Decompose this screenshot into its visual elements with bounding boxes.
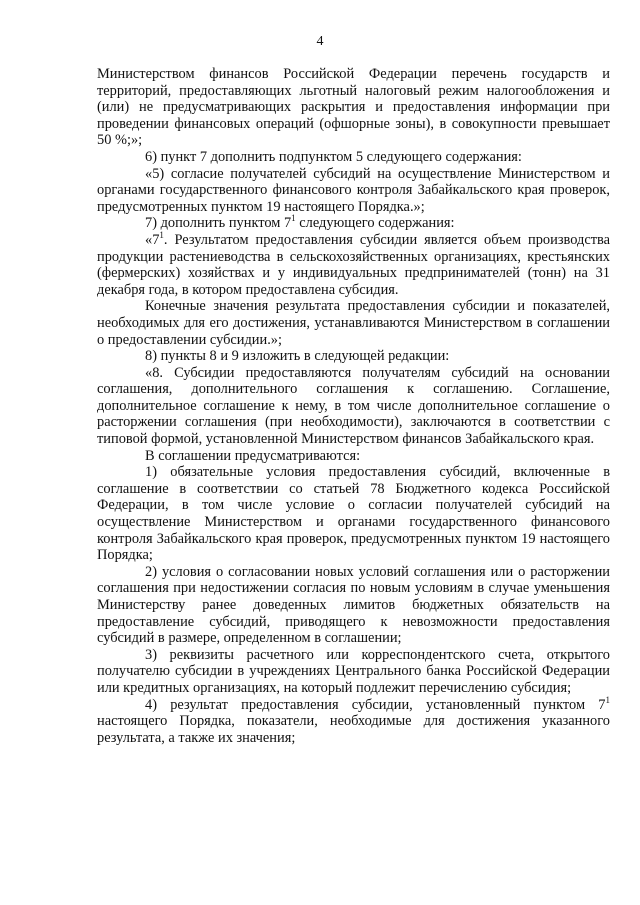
paragraph-final-values: Конечные значения результата предоставления субсидии и показателей, необходимых для его достижения, устанавливаются Министерством в соглашении о предоставлении субсидии.»;: [97, 298, 610, 348]
list-item-1: 1) обязательные условия предоставления субсидий, включенные в соглашение в соответствии со статьей 78 Бюджетного кодекса Российской Федерации, в том числе условие о согласии получателей субсидий на осуществление Министерством и органами государственного финансового контроля Забайкальского края проверок, предусмотренных пунктом 19 настоящего Порядка;: [97, 464, 610, 564]
paragraph-text: 7) дополнить пунктом 7: [145, 215, 292, 232]
superscript: 1: [291, 213, 296, 224]
paragraph-text: . Результатом предоставления субсидии является объем производства продукции растениеводства в сельскохозяйственных организациях, крестьянских (фермерских) хозяйствах и у индивидуальных предпринимателей (тонн) на 31 декабря года, в котором предоставлена субсидия.: [97, 231, 610, 298]
paragraph-amendment-8: 8) пункты 8 и 9 изложить в следующей редакции:: [145, 348, 450, 365]
paragraph-amendment-6: 6) пункт 7 дополнить подпунктом 5 следующего содержания:: [145, 148, 522, 165]
paragraph-text: «7: [145, 231, 160, 248]
paragraph-point-8: «8. Субсидии предоставляются получателям субсидий на основании соглашения, дополнительного соглашения к соглашению. Соглашение, дополнительное соглашение к нему, в том числе дополнительное соглашение о расторжении соглашения (при необходимости), заключаются в соответствии с типовой формой, установленной Министерством финансов Забайкальского края.: [97, 364, 610, 448]
paragraph-text: 4) результат предоставления субсидии, установленный пунктом 7: [145, 696, 606, 713]
superscript: 1: [605, 694, 610, 705]
superscript: 1: [159, 229, 164, 240]
paragraph-continuation: Министерством финансов Российской Федерации перечень государств и территорий, предоставляющих льготный налоговый режим налогообложения и (или) не предусматривающих раскрытия и предоставления информации при проведении финансовых операций (офшорные зоны), в совокупности превышает 50 %;»;: [97, 66, 610, 149]
paragraph-amendment-7: [97, 215, 610, 232]
paragraph-subpoint-5: «5) согласие получателей субсидий на осуществление Министерством и органами государственного финансового контроля Забайкальского края проверок, предусмотренных пунктом 19 настоящего Порядка.»;: [97, 165, 610, 215]
page-number: 4: [316, 34, 324, 49]
list-item-3: 3) реквизиты расчетного или корреспондентского счета, открытого получателю субсидии в учреждениях Центрального банка Российской Федерации или кредитных организациях, на который подлежит перечислению субсидия;: [97, 646, 610, 696]
paragraph-text: следующего содержания:: [295, 215, 455, 232]
list-item-4: [97, 694, 610, 747]
paragraph-text: настоящего Порядка, показатели, необходимые для достижения указанного результата, а также их значения;: [97, 713, 610, 746]
paragraph-agreement-provides: В соглашении предусматриваются:: [145, 447, 361, 464]
list-item-2: 2) условия о согласовании новых условий соглашения или о расторжении соглашения при недостижении согласия по новым условиям в случае уменьшения Министерству ранее доведенных лимитов бюджетных обязательств на предоставление субсидий, приводящего к невозможности предоставления субсидий в размере, определенном в соглашении;: [97, 563, 610, 647]
document-body: [97, 66, 610, 746]
paragraph-point-7-1: [97, 229, 610, 298]
